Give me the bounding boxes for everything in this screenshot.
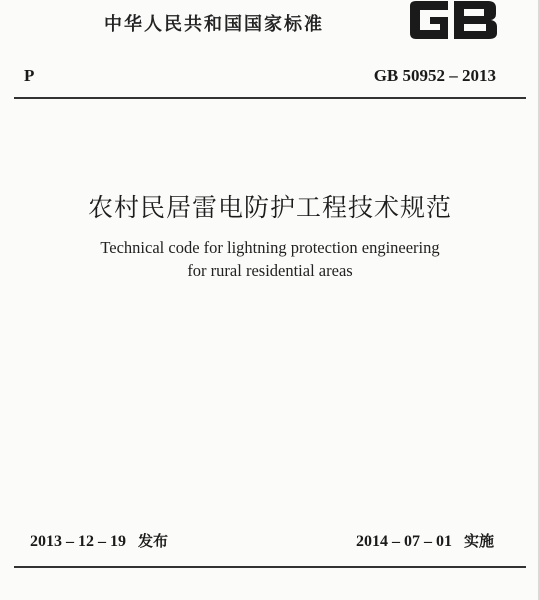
implementation-date-block xyxy=(356,530,494,551)
issue-date-block xyxy=(30,530,168,551)
title-chinese: 农村民居雷电防护工程技术规范 xyxy=(87,193,452,222)
title-english-line-1: Technical code for lightning protection engineering xyxy=(100,238,440,257)
issuer-heading: 中华人民共和国国家标准 xyxy=(104,14,324,35)
title-english xyxy=(0,236,540,282)
title-english-line-2: for rural residential areas xyxy=(187,261,353,280)
implementation-label: 实施 xyxy=(463,532,494,550)
gb-logo-icon xyxy=(402,0,502,40)
top-divider xyxy=(14,97,526,99)
issue-date: 2013 – 12 – 19 xyxy=(30,533,126,550)
standard-number: GB 50952 – 2013 xyxy=(373,66,496,85)
implementation-date: 2014 – 07 – 01 xyxy=(355,533,452,550)
issue-label: 发布 xyxy=(138,532,169,550)
classification-code: P xyxy=(24,66,35,85)
bottom-divider xyxy=(14,566,526,568)
